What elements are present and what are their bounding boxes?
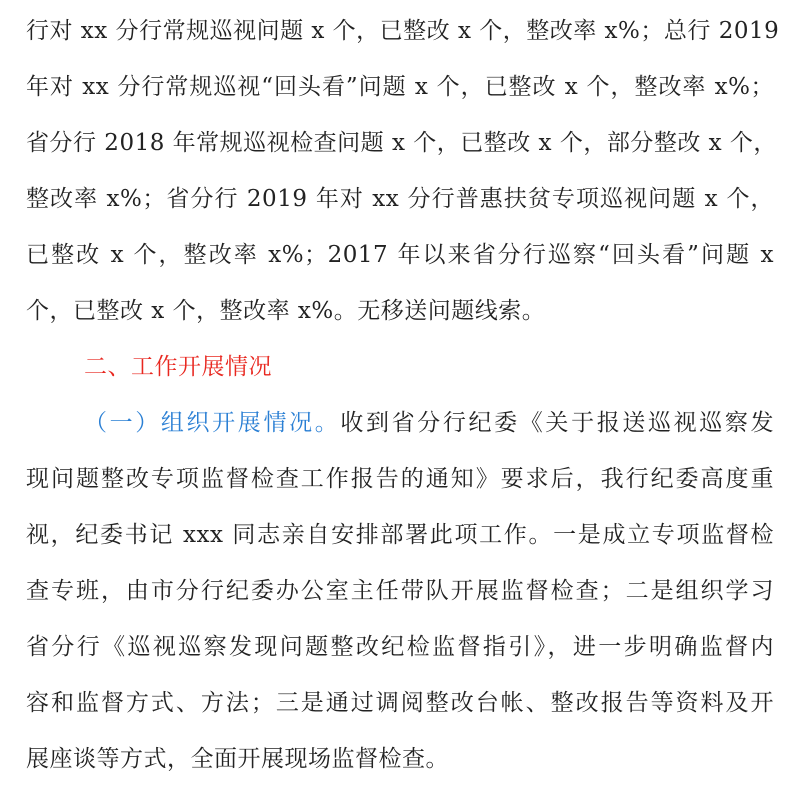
paragraph-1-line-2: 年对 xx 分行常规巡视“回头看”问题 x 个，已整改 x 个，整改率 x%；	[26, 74, 774, 100]
paragraph-2-line-7: 展座谈等方式，全面开展现场监督检查。	[26, 746, 449, 772]
paragraph-2-line-5: 省分行《巡视巡察发现问题整改纪检监督指引》，进一步明确监督内	[26, 634, 774, 660]
paragraph-2-line-1-text: 收到省分行纪委《关于报送巡视巡察发	[340, 410, 775, 436]
paragraph-1-line-1: 行对 xx 分行常规巡视问题 x 个，已整改 x 个，整改率 x%；总行 2019	[26, 18, 780, 44]
section-heading: 二、工作开展情况	[84, 354, 272, 380]
paragraph-2-line-4: 查专班，由市分行纪委办公室主任带队开展监督检查；二是组织学习	[26, 578, 774, 604]
paragraph-2-line-2: 现问题整改专项监督检查工作报告的通知》要求后，我行纪委高度重	[26, 466, 774, 492]
paragraph-1-line-4: 整改率 x%；省分行 2019 年对 xx 分行普惠扶贫专项巡视问题 x 个，	[26, 186, 774, 212]
paragraph-1-line-5: 已整改 x 个，整改率 x%；2017 年以来省分行巡察“回头看”问题 x	[26, 242, 774, 268]
paragraph-2-line-3: 视，纪委书记 xxx 同志亲自安排部署此项工作。一是成立专项监督检	[26, 522, 774, 548]
paragraph-2-line-6: 容和监督方式、方法；三是通过调阅整改台帐、整改报告等资料及开	[26, 690, 774, 716]
paragraph-1-line-6: 个，已整改 x 个，整改率 x%。无移送问题线索。	[26, 298, 546, 324]
paragraph-1-line-3: 省分行 2018 年常规巡视检查问题 x 个，已整改 x 个，部分整改 x 个，	[26, 130, 777, 156]
subsection-heading: （一）组织开展情况。	[84, 410, 341, 436]
paragraph-2-line-1	[84, 408, 774, 438]
